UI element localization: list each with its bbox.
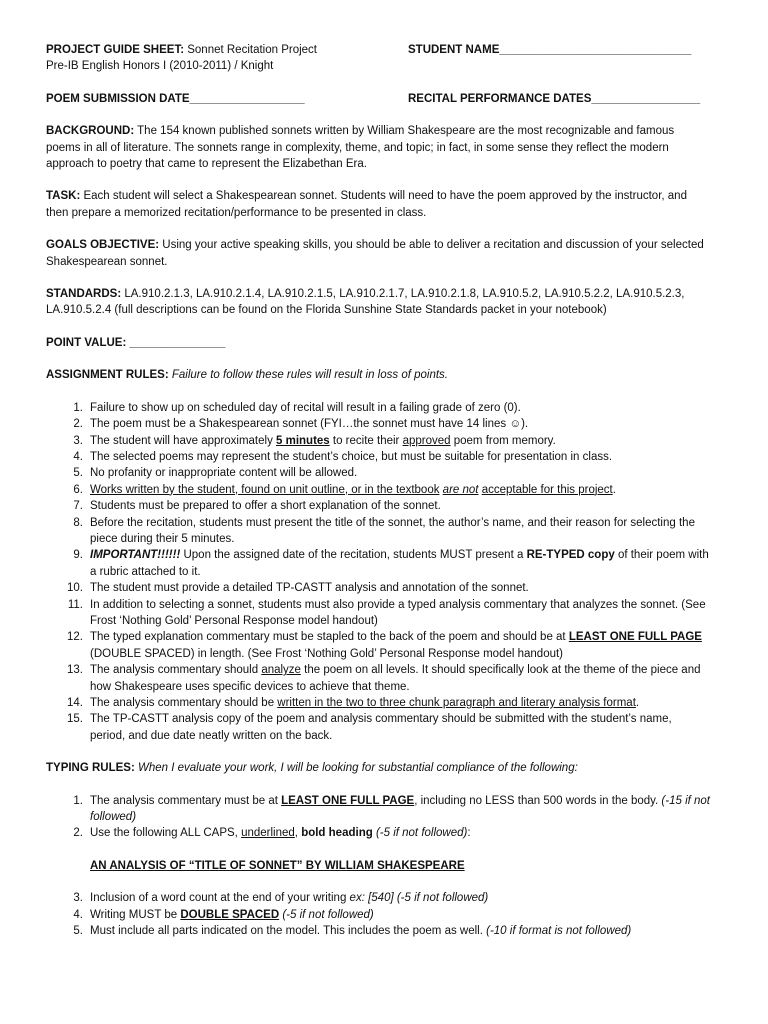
list-item: 15. The TP-CASTT analysis copy of the poem and analysis commentary should be submitted with the student’s name, period, and due date neatly written on the back.	[67, 713, 672, 742]
list-item: 3. Inclusion of a word count at the end of your writing ex: [540] (-5 if not followed)	[73, 892, 489, 905]
list-item: 6. Works written by the student, found on unit outline, or in the textbook are not acceptable for this project.	[73, 483, 616, 496]
background-section	[46, 123, 710, 172]
header-row-2	[46, 58, 710, 74]
assignment-rules-heading	[46, 367, 710, 383]
project-name: Sonnet Recitation Project	[184, 44, 317, 56]
typing-rules-list	[46, 793, 710, 842]
standards-label: STANDARDS:	[46, 288, 122, 301]
list-item: 12. The typed explanation commentary must be stapled to the back of the poem and should be at LEAST ONE FULL PAGE (DOUBLE SPACED) in length. (See Frost ‘Nothing Gold’ Personal Response model handout)	[67, 631, 702, 660]
task-label: TASK:	[46, 190, 81, 203]
model-heading: AN ANALYSIS OF “TITLE OF SONNET” BY WILLIAM SHAKESPEARE	[90, 859, 465, 872]
list-item: 10. The student must provide a detailed TP-CASTT analysis and annotation of the sonnet.	[67, 582, 529, 595]
list-item: 11. In addition to selecting a sonnet, students must also provide a typed analysis commentary that analyzes the sonnet. (See Frost ‘Nothing Gold’ Personal Response model handout)	[67, 598, 706, 627]
goals-text: Using your active speaking skills, you should be able to deliver a recitation and discussion of your selected Shakespearean sonnet.	[46, 239, 704, 268]
list-item: 2. Use the following ALL CAPS, underlined, bold heading (-5 if not followed):	[73, 827, 471, 840]
list-item: 5. Must include all parts indicated on the model. This includes the poem as well. (-10 if format is not followed)	[73, 925, 632, 938]
list-item: 3. The student will have approximately 5 minutes to recite their approved poem from memory.	[73, 434, 556, 447]
standards-text: LA.910.2.1.3, LA.910.2.1.4, LA.910.2.1.5, LA.910.2.1.7, LA.910.2.1.8, LA.910.5.2, LA.910.5.2.2, LA.910.5.2.3, LA.910.5.2.4 (full descriptions can be found on the Florida Sunshine State Standards packet in your notebook)	[46, 288, 685, 317]
task-text: Each student will select a Shakespearean sonnet. Students will need to have the poem approved by the instructor, and then prepare a memorized recitation/performance to be presented in class.	[46, 190, 687, 219]
list-item: 8. Before the recitation, students must present the title of the sonnet, the author’s name, and their reason for selecting the piece during their 5 minutes.	[73, 516, 695, 545]
list-item: 5. No profanity or inappropriate content will be allowed.	[73, 467, 358, 480]
list-item: 4. The selected poems may represent the student’s choice, but must be suitable for presentation in class.	[73, 450, 613, 463]
list-item: 4. Writing MUST be DOUBLE SPACED (-5 if not followed)	[73, 908, 374, 921]
list-item: 13. The analysis commentary should analyze the poem on all levels. It should specifically look at the theme of the piece and how Shakespeare uses specific devices to achieve that theme.	[67, 664, 701, 693]
project-label: PROJECT GUIDE SHEET:	[46, 44, 185, 56]
standards-section	[46, 286, 710, 319]
list-item: 7. Students must be prepared to offer a short explanation of the sonnet.	[73, 500, 441, 513]
typing-rules-label: TYPING RULES:	[46, 762, 135, 775]
list-item: 1. The analysis commentary must be at LEAST ONE FULL PAGE, including no LESS than 500 words in the body. (-15 if not followed)	[73, 794, 710, 824]
assignment-rules-label: ASSIGNMENT RULES:	[46, 369, 169, 382]
list-item: 14. The analysis commentary should be written in the two to three chunk paragraph and literary analysis format.	[67, 697, 640, 709]
assignment-rules-list	[46, 400, 710, 745]
recital-dates-field: RECITAL PERFORMANCE DATES_________________	[408, 92, 701, 105]
list-item: 2. The poem must be a Shakespearean sonnet (FYI…the sonnet must have 14 lines ☺).	[73, 418, 529, 431]
list-item: 9. IMPORTANT!!!!!! Upon the assigned date of the recitation, students MUST present a RE-TYPED copy of their poem with a rubric attached to it.	[73, 549, 709, 578]
header-row-3	[46, 91, 710, 107]
goals-section	[46, 237, 710, 270]
student-name-field: STUDENT NAME______________________________	[408, 44, 692, 56]
task-section	[46, 188, 710, 221]
goals-label: GOALS OBJECTIVE:	[46, 239, 160, 252]
point-value-field: POINT VALUE: _______________	[46, 336, 226, 349]
typing-rules-list-continued	[46, 890, 710, 939]
typing-rules-note: When I evaluate your work, I will be looking for substantial compliance of the following:	[134, 762, 578, 775]
assignment-rules-note: Failure to follow these rules will result in loss of points.	[168, 369, 448, 382]
typing-rules-heading	[46, 760, 710, 776]
poem-submission-field: POEM SUBMISSION DATE__________________	[46, 92, 305, 105]
background-label: BACKGROUND:	[46, 125, 135, 138]
class-line: Pre-IB English Honors I (2010-2011) / Knight	[46, 60, 274, 73]
list-item: 1. Failure to show up on scheduled day of recital will result in a failing grade of zero (0).	[73, 401, 521, 414]
header-row-1	[46, 42, 710, 58]
background-text: The 154 known published sonnets written by William Shakespeare are the most recognizable and famous poems in all of literature. The sonnets range in complexity, theme, and topic; in fact, in some sense they reflect the modern approach to poetry that came to represent the Elizabethan Era.	[46, 125, 675, 171]
